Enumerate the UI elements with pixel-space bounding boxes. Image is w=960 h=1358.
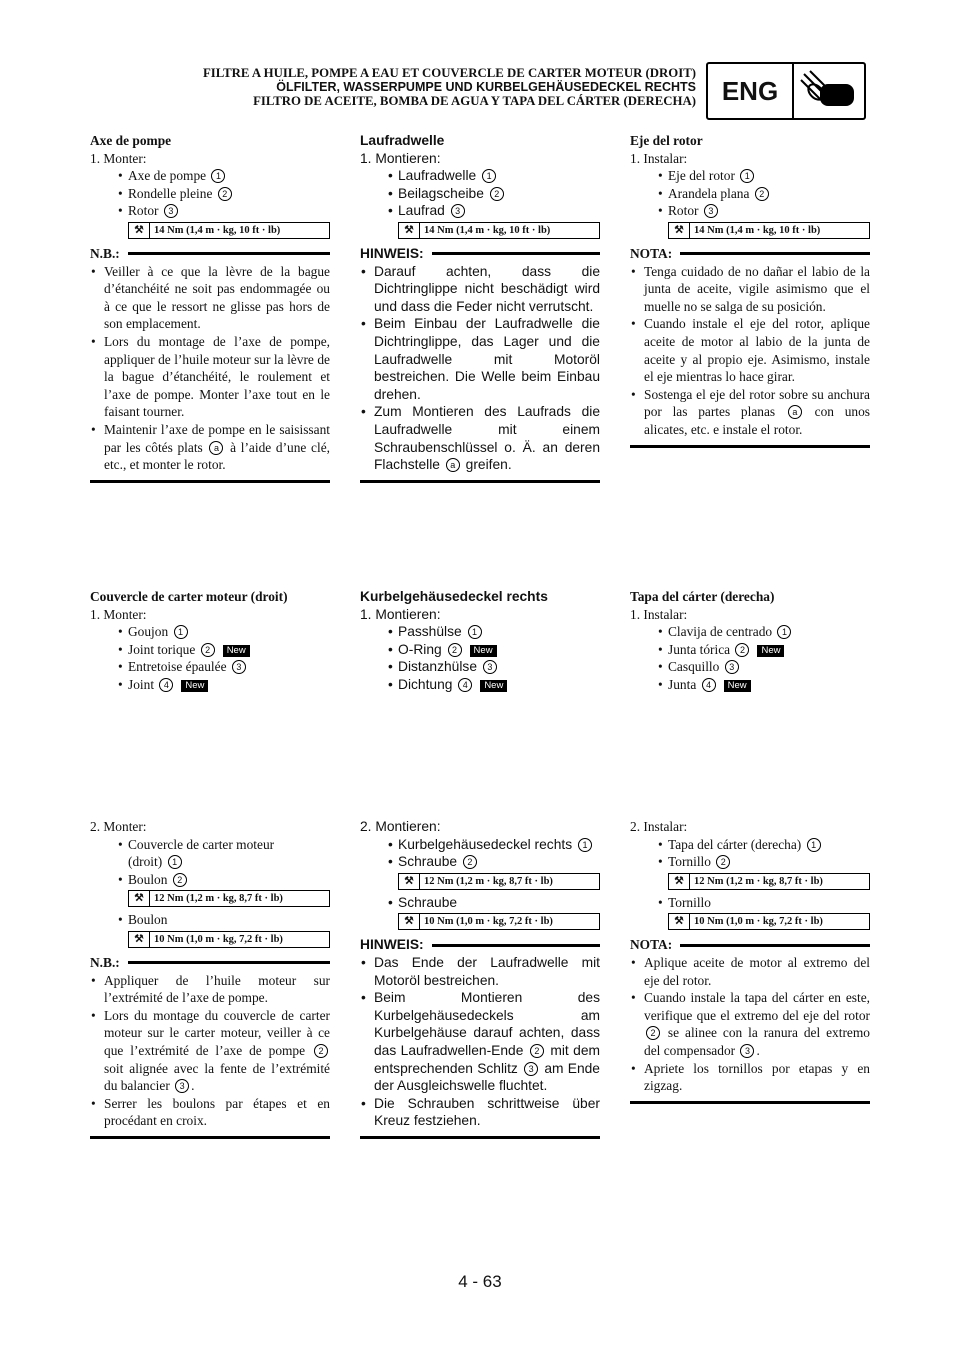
torque-spec: ⚒ 14 Nm (1,4 m · kg, 10 ft · lb) bbox=[128, 222, 330, 239]
note-heading: HINWEIS: bbox=[360, 245, 600, 263]
de-section-pump-shaft bbox=[360, 132, 600, 483]
list-item: • Laufrad 3 bbox=[360, 202, 600, 220]
note-heading: N.B.: bbox=[90, 954, 330, 972]
section-title: Tapa del cárter (derecha) bbox=[630, 589, 775, 604]
note-item: • Cuando instale el eje del rotor, aplique aceite de motor al labio de la junta de aceite y al propio eje. Asimismo, instale el eje mientras lo hace girar. bbox=[630, 315, 870, 385]
list-item: • O-Ring 2 New bbox=[360, 641, 600, 659]
list-item: • Eje del rotor 1 bbox=[630, 167, 870, 185]
list-item: • Tornillo bbox=[630, 894, 870, 912]
list-item: • Schraube bbox=[360, 894, 600, 912]
step: 1. Montieren: bbox=[360, 150, 441, 166]
new-badge: New bbox=[470, 645, 497, 657]
section-title: Kurbelgehäusedeckel rechts bbox=[360, 589, 548, 604]
step: 1. Monter: bbox=[90, 606, 147, 622]
torque-spec: ⚒ 10 Nm (1,0 m · kg, 7,2 ft · lb) bbox=[398, 913, 600, 930]
list-item: • Junta 4 New bbox=[630, 676, 870, 694]
wrench-icon: ⚒ bbox=[399, 914, 420, 929]
list-item: • Laufradwelle 1 bbox=[360, 167, 600, 185]
step: 1. Instalar: bbox=[630, 150, 688, 166]
list-item: • Clavija de centrado 1 bbox=[630, 623, 870, 641]
wrench-icon: ⚒ bbox=[129, 932, 150, 947]
page-number: 4 - 63 bbox=[458, 1272, 502, 1291]
page-header bbox=[90, 66, 696, 108]
list-item: • Joint 4 New bbox=[90, 676, 330, 694]
es-section-crankcase-cover-2 bbox=[630, 818, 870, 1104]
torque-spec: ⚒ 14 Nm (1,4 m · kg, 10 ft · lb) bbox=[398, 222, 600, 239]
step: 1. Instalar: bbox=[630, 606, 688, 622]
list-item: • Couvercle de carter moteur bbox=[90, 836, 330, 854]
note-heading: HINWEIS: bbox=[360, 936, 600, 954]
note-item: • Das Ende der Laufradwelle mit Motoröl bestreichen. bbox=[360, 954, 600, 989]
list-item: • Distanzhülse 3 bbox=[360, 658, 600, 676]
torque-spec: ⚒ 12 Nm (1,2 m · kg, 8,7 ft · lb) bbox=[128, 890, 330, 907]
list-item: • Joint torique 2 New bbox=[90, 641, 330, 659]
de-section-crankcase-cover-1 bbox=[360, 588, 600, 694]
new-badge: New bbox=[181, 680, 208, 692]
torque-spec: ⚒ 12 Nm (1,2 m · kg, 8,7 ft · lb) bbox=[398, 873, 600, 890]
torque-spec: ⚒ 10 Nm (1,0 m · kg, 7,2 ft · lb) bbox=[128, 931, 330, 948]
list-item: • Boulon 2 bbox=[90, 871, 330, 889]
note-item: • Beim Einbau der Laufradwelle die Dichtringlippe, das Lager und die Laufradwelle mit Motoröl bestreichen. Die Welle beim Einbau drehen. bbox=[360, 315, 600, 403]
note-item: • Appliquer de l’huile moteur sur l’extrémité de l’axe de pompe. bbox=[90, 972, 330, 1007]
list-item: • Axe de pompe 1 bbox=[90, 167, 330, 185]
new-badge: New bbox=[757, 645, 784, 657]
de-section-crankcase-cover-2 bbox=[360, 818, 600, 1139]
new-badge: New bbox=[480, 680, 507, 692]
wrench-icon: ⚒ bbox=[129, 891, 150, 906]
section-badge bbox=[706, 62, 866, 120]
new-badge: New bbox=[223, 645, 250, 657]
note-item: • Lors du montage du couvercle de carter moteur sur le carter moteur, veiller à ce que l’extrémité de l’axe de pompe 2 soit alignée avec la fente de l’extrémité du balancier 3 . bbox=[90, 1007, 330, 1095]
note-item: • Apriete los tornillos por etapas y en zigzag. bbox=[630, 1060, 870, 1095]
list-item: • Goujon 1 bbox=[90, 623, 330, 641]
list-item: • Beilagscheibe 2 bbox=[360, 185, 600, 203]
note-item: • Die Schrauben schrittweise über Kreuz festziehen. bbox=[360, 1095, 600, 1130]
list-item: • Junta tórica 2 New bbox=[630, 641, 870, 659]
torque-spec: ⚒ 10 Nm (1,0 m · kg, 7,2 ft · lb) bbox=[668, 913, 870, 930]
note-item: • Lors du montage de l’axe de pompe, appliquer de l’huile moteur sur la lèvre de la bague d’étanchéité, le roulement et l’axe de pompe. Monter l’axe tout en le faisant tourner. bbox=[90, 333, 330, 421]
list-item: • Dichtung 4 New bbox=[360, 676, 600, 694]
note-item: • Cuando instale la tapa del cárter en este, verifique que el extremo del eje del rotor 2 se alinee con la ranura del extremo del compensador 3 . bbox=[630, 989, 870, 1059]
note-item: • Aplique aceite de motor al extremo del eje del rotor. bbox=[630, 954, 870, 989]
list-item: • Rotor 3 bbox=[630, 202, 870, 220]
torque-spec: ⚒ 14 Nm (1,4 m · kg, 10 ft · lb) bbox=[668, 222, 870, 239]
new-badge: New bbox=[724, 680, 751, 692]
note-item: • Tenga cuidado de no dañar el labio de la junta de aceite, vigile asimismo que el muelle no se salga de su posición. bbox=[630, 263, 870, 316]
es-section-crankcase-cover-1 bbox=[630, 588, 870, 694]
note-item: • Serrer les boulons par étapes et en procédant en croix. bbox=[90, 1095, 330, 1130]
step: 2. Instalar: bbox=[630, 819, 688, 834]
badge-label: ENG bbox=[708, 64, 794, 118]
list-item: • Kurbelgehäusedeckel rechts 1 bbox=[360, 836, 600, 854]
fr-section-pump-shaft bbox=[90, 132, 330, 483]
list-item: • Schraube 2 bbox=[360, 853, 600, 871]
list-item: • Arandela plana 2 bbox=[630, 185, 870, 203]
wrench-icon: ⚒ bbox=[669, 874, 690, 889]
section-title: Eje del rotor bbox=[630, 133, 703, 148]
list-item-cont: (droit) 1 bbox=[90, 853, 330, 871]
step: 1. Montieren: bbox=[360, 606, 441, 622]
fr-section-crankcase-cover-1 bbox=[90, 588, 330, 694]
note-item: • Maintenir l’axe de pompe en le saisissant par les côtés plats a à l’aide d’une clé, etc., et monter le rotor. bbox=[90, 421, 330, 474]
note-heading: NOTA: bbox=[630, 245, 870, 263]
list-item: • Entretoise épaulée 3 bbox=[90, 658, 330, 676]
section-title: Couvercle de carter moteur (droit) bbox=[90, 589, 288, 604]
note-heading: NOTA: bbox=[630, 936, 870, 954]
section-title: Laufradwelle bbox=[360, 133, 445, 148]
torque-spec: ⚒ 12 Nm (1,2 m · kg, 8,7 ft · lb) bbox=[668, 873, 870, 890]
list-item: • Casquillo 3 bbox=[630, 658, 870, 676]
list-item: • Boulon bbox=[90, 911, 330, 929]
header-line-es: FILTRO DE ACEITE, BOMBA DE AGUA Y TAPA DEL CÁRTER (DERECHA) bbox=[253, 94, 696, 108]
list-item: • Tapa del cárter (derecha) 1 bbox=[630, 836, 870, 854]
section-title: Axe de pompe bbox=[90, 133, 172, 148]
fr-section-crankcase-cover-2 bbox=[90, 818, 330, 1139]
list-item: • Rondelle pleine 2 bbox=[90, 185, 330, 203]
wrench-icon: ⚒ bbox=[669, 223, 690, 238]
list-item: • Tornillo 2 bbox=[630, 853, 870, 871]
engine-icon bbox=[794, 64, 864, 118]
note-item: • Zum Montieren des Laufrads die Laufradwelle mit einem Schraubenschlüssel o. Ä. an deren Flachstelle a greifen. bbox=[360, 403, 600, 473]
header-line-fr: FILTRE A HUILE, POMPE A EAU ET COUVERCLE DE CARTER MOTEUR (DROIT) bbox=[202, 66, 696, 80]
note-heading: N.B.: bbox=[90, 245, 330, 263]
note-item: • Sostenga el eje del rotor sobre su anchura por las partes planas a con unos alicates, etc. e instale el rotor. bbox=[630, 386, 870, 439]
step: 2. Montieren: bbox=[360, 819, 441, 834]
wrench-icon: ⚒ bbox=[399, 223, 420, 238]
note-item: • Veiller à ce que la lèvre de la bague d’étanchéité ne soit pas endommagée ou à ce que le ressort ne glisse pas hors de son emplacement. bbox=[90, 263, 330, 333]
es-section-rotor-shaft bbox=[630, 132, 870, 448]
note-item: • Beim Montieren des Kurbelgehäusedeckels am Kurbelgehäuse darauf achten, dass das Laufradwellen-Ende 2 mit dem entsprechenden Schlitz 3 am Ende der Ausgleichswelle fluchtet. bbox=[360, 989, 600, 1095]
list-item: • Passhülse 1 bbox=[360, 623, 600, 641]
step: 2. Monter: bbox=[90, 819, 147, 834]
wrench-icon: ⚒ bbox=[669, 914, 690, 929]
wrench-icon: ⚒ bbox=[399, 874, 420, 889]
list-item: • Rotor 3 bbox=[90, 202, 330, 220]
note-item: • Darauf achten, dass die Dichtringlippe nicht beschädigt wird und dass die Feder nicht verrutscht. bbox=[360, 263, 600, 316]
step: 1. Monter: bbox=[90, 150, 147, 166]
header-line-de: ÖLFILTER, WASSERPUMPE UND KURBELGEHÄUSEDECKEL RECHTS bbox=[276, 80, 696, 94]
wrench-icon: ⚒ bbox=[129, 223, 150, 238]
